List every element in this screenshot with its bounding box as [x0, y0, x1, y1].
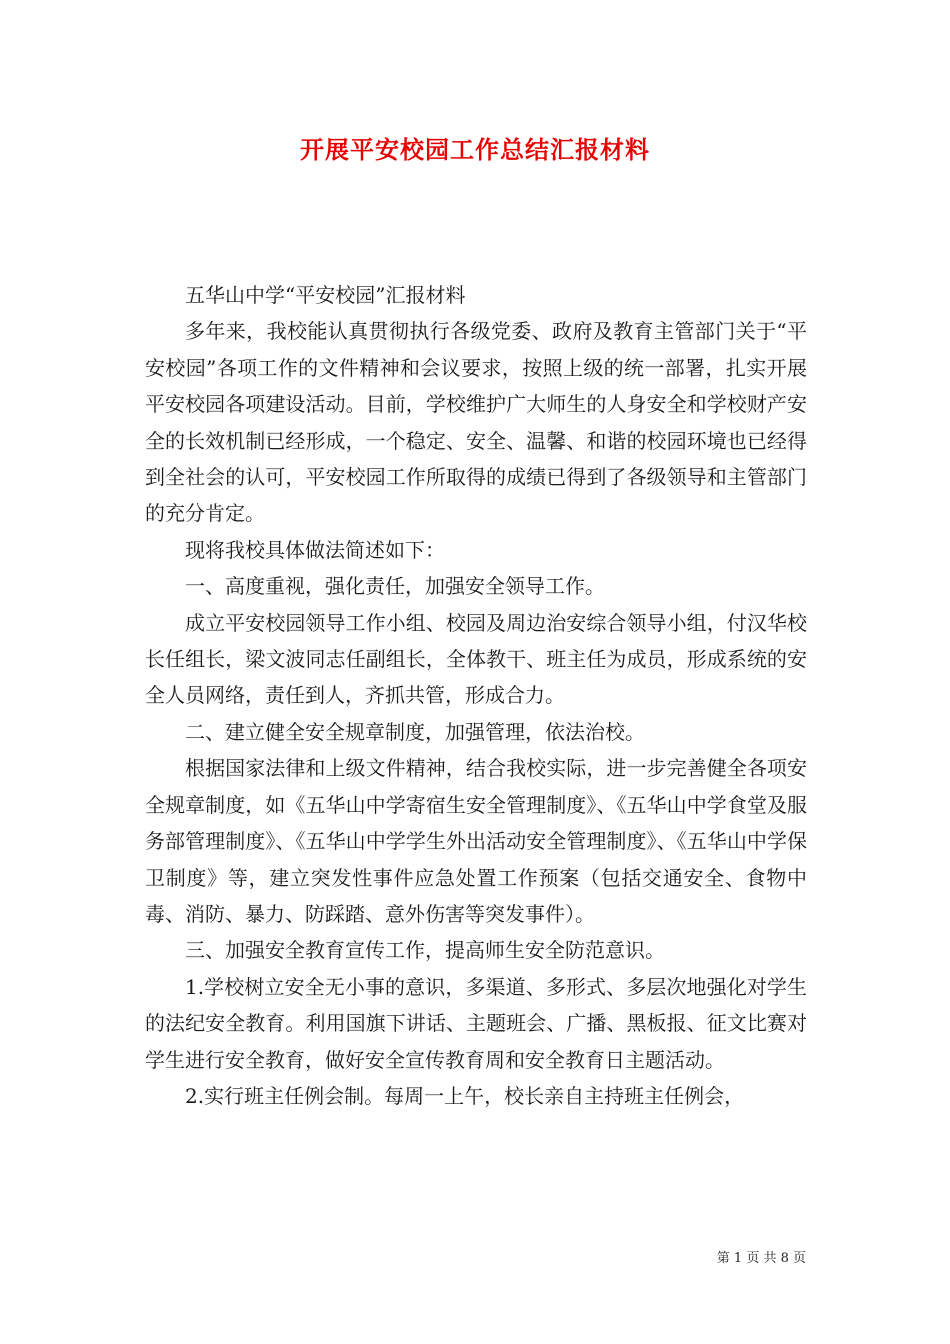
- page-number: 第 1 页 共 8 页: [716, 1251, 806, 1266]
- paragraph-item-2: 2.实行班主任例会制。每周一上午，校长亲自主持班主任例会，: [185, 1083, 745, 1108]
- paragraph-item-1: 1.学校树立安全无小事的意识，多渠道、多形式、多层次地强化对学生的法纪安全教育。利用国旗下讲话、主题班会、广播、黑板报、征文比赛对学生进行安全教育，做好安全宣传教育周和安全教育日主题活动。: [145, 974, 807, 1072]
- paragraph-subtitle: 五华山中学“平安校园”汇报材料: [185, 283, 466, 307]
- document-body: [145, 277, 807, 1114]
- paragraph-section-1: 成立平安校园领导工作小组、校园及周边治安综合领导小组，付汉华校长任组长，梁文波同志任副组长，全体教干、班主任为成员，形成系统的安全人员网络，责任到人，齐抓共管，形成合力。: [145, 610, 807, 708]
- section-heading-2: 二、建立健全安全规章制度，加强管理，依法治校。: [185, 719, 645, 744]
- paragraph-section-2: 根据国家法律和上级文件精神，结合我校实际，进一步完善健全各项安全规章制度，如《五华山中学寄宿生安全管理制度》、《五华山中学食堂及服务部管理制度》、《五华山中学学生外出活动安全管理制度》、《五华山中学保卫制度》等，建立突发性事件应急处置工作预案（包括交通安全、食物中毒、消防、暴力、防踩踏、意外伤害等突发事件）。: [145, 756, 807, 926]
- paragraph-intro: 多年来，我校能认真贯彻执行各级党委、政府及教育主管部门关于“平安校园”各项工作的文件精神和会议要求，按照上级的统一部署，扎实开展平安校园各项建设活动。目前，学校维护广大师生的人身安全和学校财产安全的长效机制已经形成，一个稳定、安全、温馨、和谐的校园环境也已经得到全社会的认可，平安校园工作所取得的成绩已得到了各级领导和主管部门的充分肯定。: [145, 319, 807, 526]
- section-heading-3: 三、加强安全教育宣传工作，提高师生安全防范意识。: [185, 938, 665, 963]
- document-title: 开展平安校园工作总结汇报材料: [300, 135, 650, 164]
- section-heading-1: 一、高度重视，强化责任，加强安全领导工作。: [185, 574, 605, 599]
- paragraph-outline: 现将我校具体做法简述如下：: [185, 537, 445, 562]
